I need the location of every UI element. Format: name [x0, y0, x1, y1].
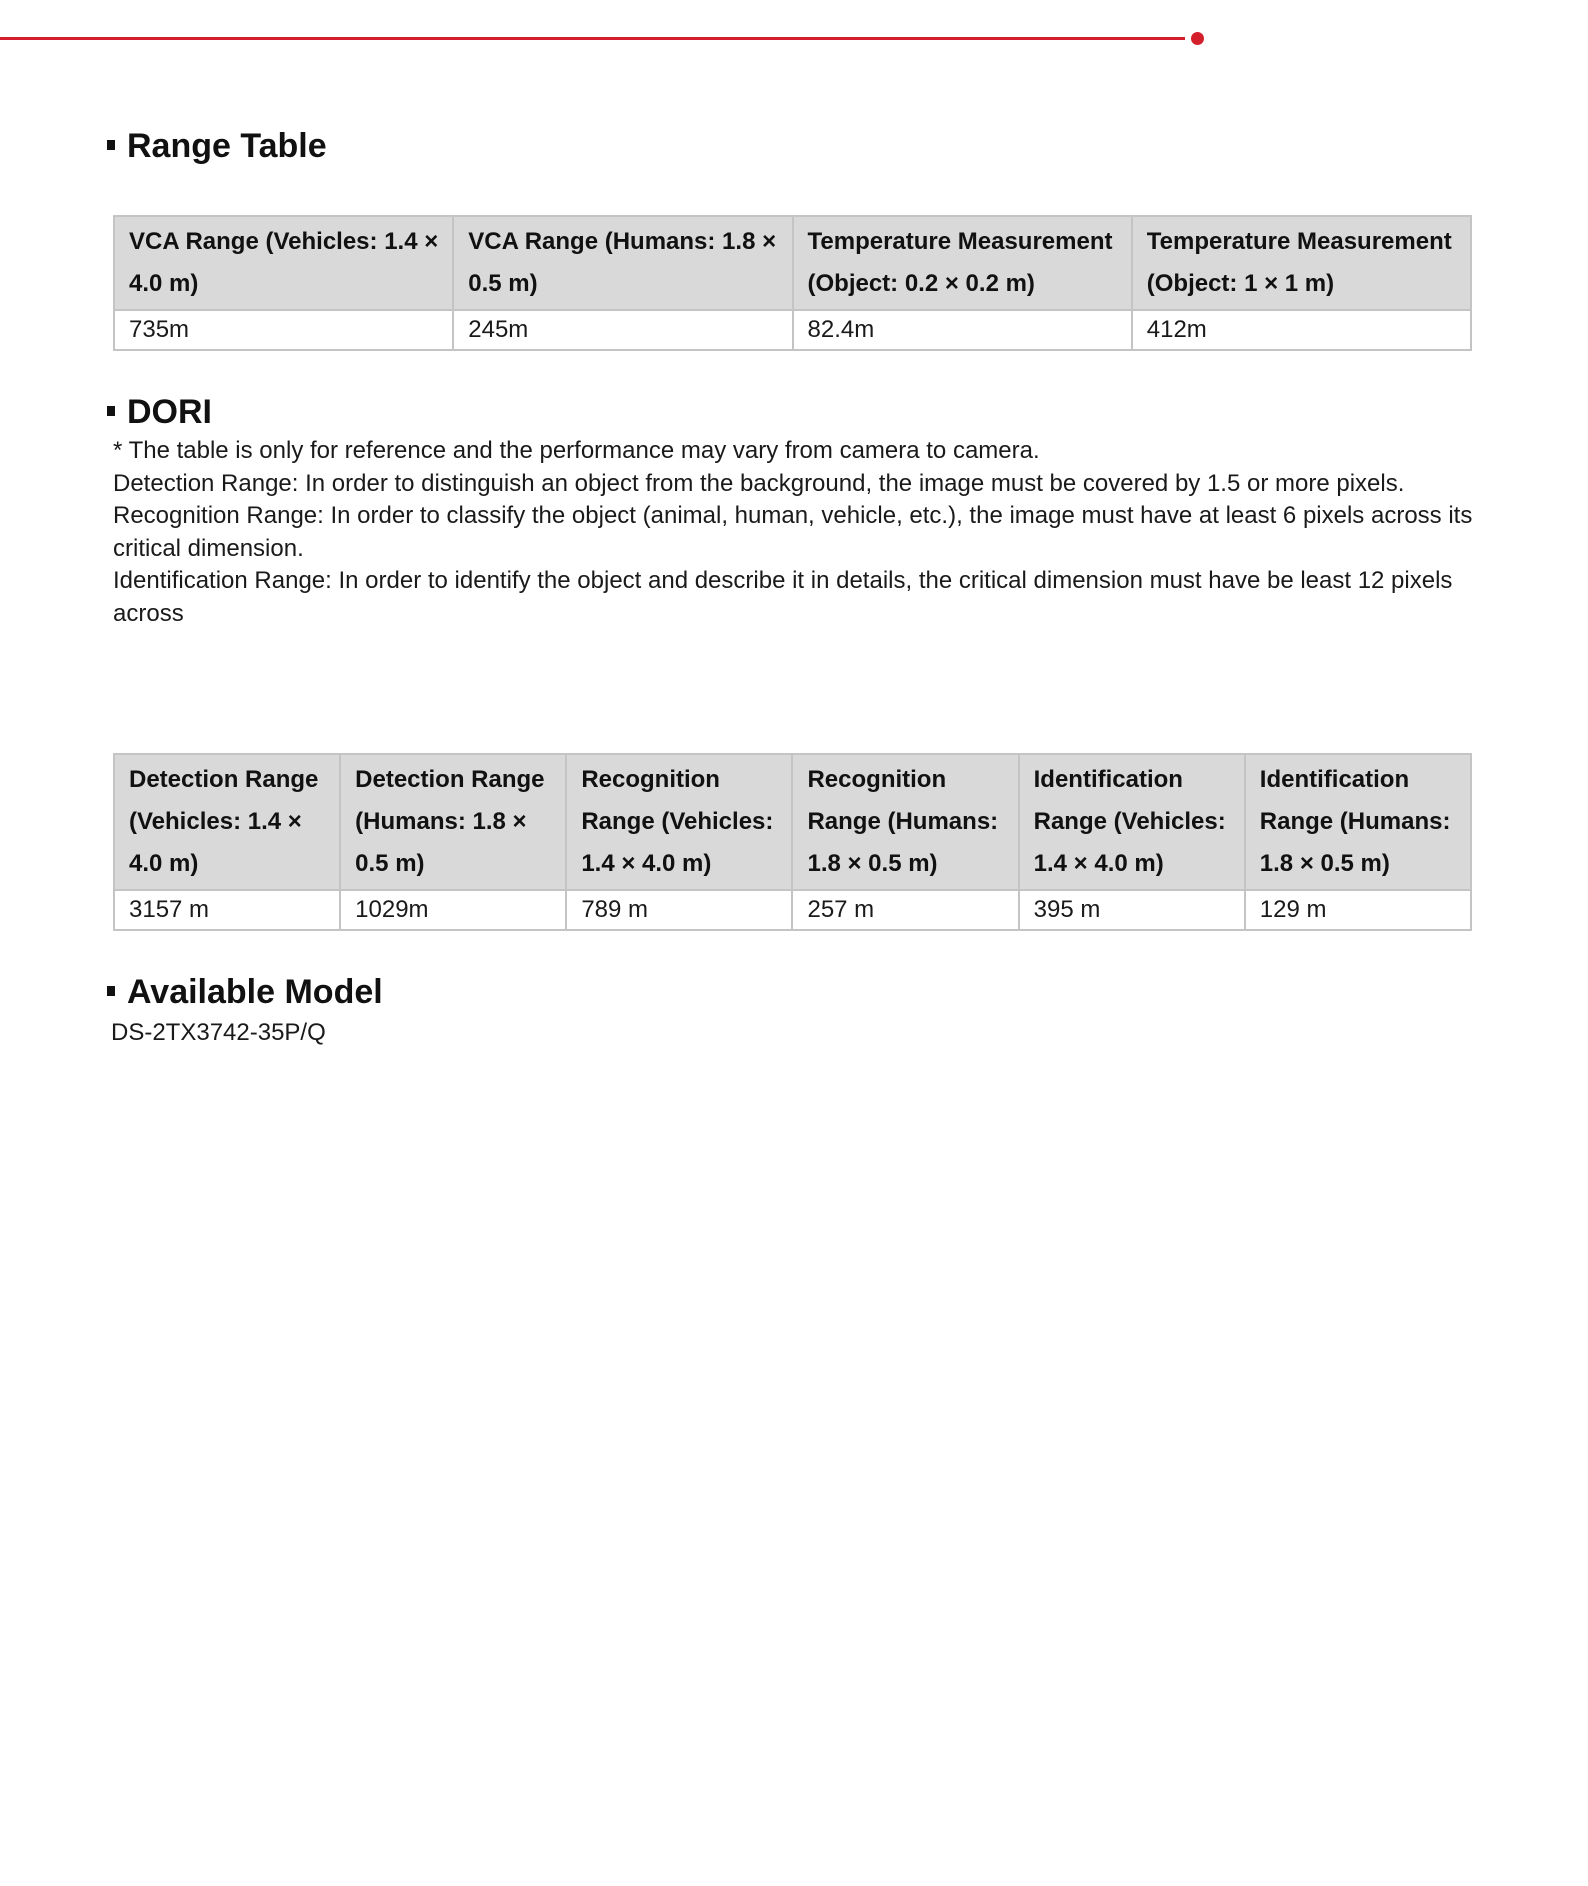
dori-table-cell: 257 m: [792, 890, 1018, 930]
dori-heading: [107, 392, 212, 432]
dori-description: [113, 435, 1483, 630]
range-table-heading-text: Range Table: [127, 127, 327, 165]
dori-table-header-cell: Identification Range (Vehicles: 1.4 × 4.0 m): [1019, 754, 1245, 890]
range-table-cell: 82.4m: [793, 310, 1132, 350]
range-table-cell: 735m: [114, 310, 453, 350]
dori-table: [113, 753, 1472, 931]
dori-detection-definition: Detection Range: In order to distinguish an object from the background, the image must be covered by 1.5 or more pixels.: [113, 469, 1405, 497]
dori-table-header-cell: Recognition Range (Vehicles: 1.4 × 4.0 m): [566, 754, 792, 890]
available-model-heading-text: Available Model: [127, 973, 383, 1011]
dori-table-header-cell: Recognition Range (Humans: 1.8 × 0.5 m): [792, 754, 1018, 890]
dori-table-header-cell: Detection Range (Vehicles: 1.4 × 4.0 m): [114, 754, 340, 890]
dori-table-cell: 3157 m: [114, 890, 340, 930]
dori-heading-text: DORI: [127, 393, 212, 431]
available-model-heading: [107, 972, 383, 1012]
range-table-header-cell: Temperature Measurement (Object: 0.2 × 0.2 m): [793, 216, 1132, 310]
dori-table-header-row: [114, 754, 1471, 890]
dori-table-cell: 1029m: [340, 890, 566, 930]
dori-note: * The table is only for reference and the performance may vary from camera to camera.: [113, 437, 1040, 464]
range-table-cell: 412m: [1132, 310, 1471, 350]
bullet-icon: [107, 986, 115, 996]
range-table-row: [114, 310, 1471, 350]
dori-table-header-cell: Detection Range (Humans: 1.8 × 0.5 m): [340, 754, 566, 890]
range-table-heading: [107, 126, 327, 166]
range-table-header-cell: Temperature Measurement (Object: 1 × 1 m): [1132, 216, 1471, 310]
dori-table-header-cell: Identification Range (Humans: 1.8 × 0.5 m): [1245, 754, 1471, 890]
range-table-cell: 245m: [453, 310, 792, 350]
dori-identification-definition: Identification Range: In order to identify the object and describe it in details, the critical dimension must have be least 12 pixels across: [113, 567, 1453, 627]
range-table-header-cell: VCA Range (Vehicles: 1.4 × 4.0 m): [114, 216, 453, 310]
bullet-icon: [107, 140, 115, 150]
dori-table-cell: 789 m: [566, 890, 792, 930]
range-table-header-cell: VCA Range (Humans: 1.8 × 0.5 m): [453, 216, 792, 310]
bullet-icon: [107, 406, 115, 416]
range-table-header-row: [114, 216, 1471, 310]
dori-recognition-definition: Recognition Range: In order to classify the object (animal, human, vehicle, etc.), the image must have at least 6 pixels across its critical dimension.: [113, 502, 1473, 562]
dori-table-cell: 395 m: [1019, 890, 1245, 930]
header-rule-dot: [1191, 32, 1204, 45]
dori-table-cell: 129 m: [1245, 890, 1471, 930]
range-table: [113, 215, 1472, 351]
model-number: DS-2TX3742-35P/Q: [111, 1019, 326, 1046]
header-rule: [0, 37, 1185, 40]
dori-table-row: [114, 890, 1471, 930]
